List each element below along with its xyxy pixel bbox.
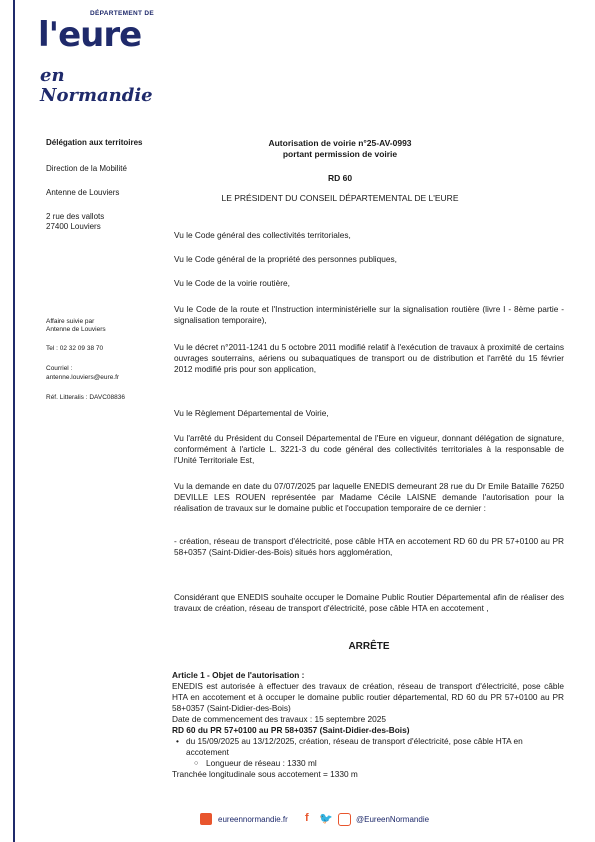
footer bbox=[200, 813, 560, 831]
brand-logo-icon bbox=[200, 813, 212, 825]
delegation: Délégation aux territoires bbox=[46, 138, 143, 147]
social-handle[interactable]: @EureenNormandie bbox=[356, 815, 430, 824]
president-title: LE PRÉSIDENT DU CONSEIL DÉPARTEMENTAL DE L'EURE bbox=[221, 193, 459, 203]
eure-logo bbox=[38, 8, 158, 106]
affaire-label: Affaire suivie par bbox=[46, 318, 95, 325]
website-link[interactable]: eureennormandie.fr bbox=[218, 815, 288, 824]
vu-paragraph: Vu le Code de la voirie routière, bbox=[174, 278, 290, 288]
telephone: Tel : 02 32 09 38 70 bbox=[46, 345, 104, 352]
vu-paragraph-item: - création, réseau de transport d'électricité, pose câble HTA en accotement RD 60 du PR 57+0100 au PR 58+0357 (Saint-Didier-des-Bois) situés hors agglomération, bbox=[174, 536, 564, 557]
title-line-2: portant permission de voirie bbox=[282, 149, 398, 159]
side-rule bbox=[13, 0, 15, 842]
article-1-date: Date de commencement des travaux : 15 septembre 2025 bbox=[172, 714, 386, 724]
antenne: Antenne de Louviers bbox=[46, 188, 120, 197]
address-line-2: 27400 Louviers bbox=[46, 222, 101, 231]
facebook-icon[interactable]: f bbox=[305, 812, 309, 824]
logo-normandie-text: en Normandie bbox=[40, 65, 153, 106]
twitter-icon[interactable]: 🐦 bbox=[319, 813, 333, 825]
arrete-heading: ARRÊTE bbox=[348, 641, 390, 652]
instagram-icon[interactable] bbox=[338, 813, 351, 826]
vu-paragraph: Vu le décret n°2011-1241 du 5 octobre 2011 modifié relatif à l'exécution de travaux à proximité de certains ouvrages souterrains, aériens ou subaquatiques de transport ou de distribution et l'arrêté du 15 février 2012 modifié pris pour son application, bbox=[174, 342, 564, 374]
article-1-text: ENEDIS est autorisée à effectuer des travaux de création, réseau de transport d'électricité, pose câble HTA en accotement et à occuper le domaine public routier départemental, RD 60 du PR 57+0100 au PR 58+0357 (Saint-Didier-des-Bois) bbox=[172, 681, 564, 713]
logo-eure-text: l'eure bbox=[38, 15, 142, 55]
article-1-rd: RD 60 du PR 57+0100 au PR 58+0357 (Saint-Didier-des-Bois) bbox=[172, 725, 410, 735]
rd-title: RD 60 bbox=[327, 173, 353, 183]
vu-paragraph: Vu la demande en date du 07/07/2025 par laquelle ENEDIS demeurant 28 rue du Dr Emile Bataille 76250 DEVILLE LES ROUEN représentée par Madame Cécile LAISNE demande l'autorisation pour la réalisation de travaux sur le domaine public et l'occupation temporaire de ce dernier : bbox=[174, 481, 564, 513]
logo-dept-text: DÉPARTEMENT DE bbox=[90, 10, 155, 17]
direction: Direction de la Mobilité bbox=[46, 164, 127, 173]
vu-paragraph: Vu le Code général des collectivités territoriales, bbox=[174, 230, 351, 240]
vu-paragraph: Vu le Règlement Départemental de Voirie, bbox=[174, 408, 329, 418]
article-1-tranchee: Tranchée longitudinale sous accotement = 1330 m bbox=[172, 769, 358, 779]
courriel-label: Courriel : bbox=[46, 365, 73, 372]
vu-paragraph: Vu le Code général de la propriété des personnes publiques, bbox=[174, 254, 397, 264]
reference: Réf. Litteralis : DAVC08836 bbox=[46, 394, 125, 401]
vu-paragraph: Vu l'arrêté du Président du Conseil Départemental de l'Eure en vigueur, donnant délégation de signature, conformément à l'article L. 3221-3 du code général des collectivités territoriales à la responsable de l'Unité Territoriale Est, bbox=[174, 433, 564, 465]
considerant-paragraph: Considérant que ENEDIS souhaite occuper le Domaine Public Routier Départemental afin de réaliser des travaux de création, réseau de transport d'électricité, pose câble HTA en accotement , bbox=[174, 592, 564, 613]
article-1-bullet: • du 15/09/2025 au 13/12/2025, création, réseau de transport d'électricité, pose câble HTA en accotement bbox=[172, 736, 564, 758]
article-1-title: Article 1 - Objet de l'autorisation : bbox=[172, 670, 305, 680]
article-1 bbox=[172, 670, 564, 780]
affaire-value: Antenne de Louviers bbox=[46, 326, 106, 333]
vu-paragraph: Vu le Code de la route et l'Instruction interministérielle sur la signalisation routière (livre I - 8ème partie - signalisation temporaire), bbox=[174, 304, 564, 325]
title-line-1: Autorisation de voirie n°25-AV-0993 bbox=[268, 138, 412, 148]
article-1-sub-bullet: ○ Longueur de réseau : 1330 ml bbox=[172, 758, 564, 769]
address-line-1: 2 rue des vallots bbox=[46, 212, 105, 221]
courriel-value: antenne.louviers@eure.fr bbox=[46, 374, 120, 381]
